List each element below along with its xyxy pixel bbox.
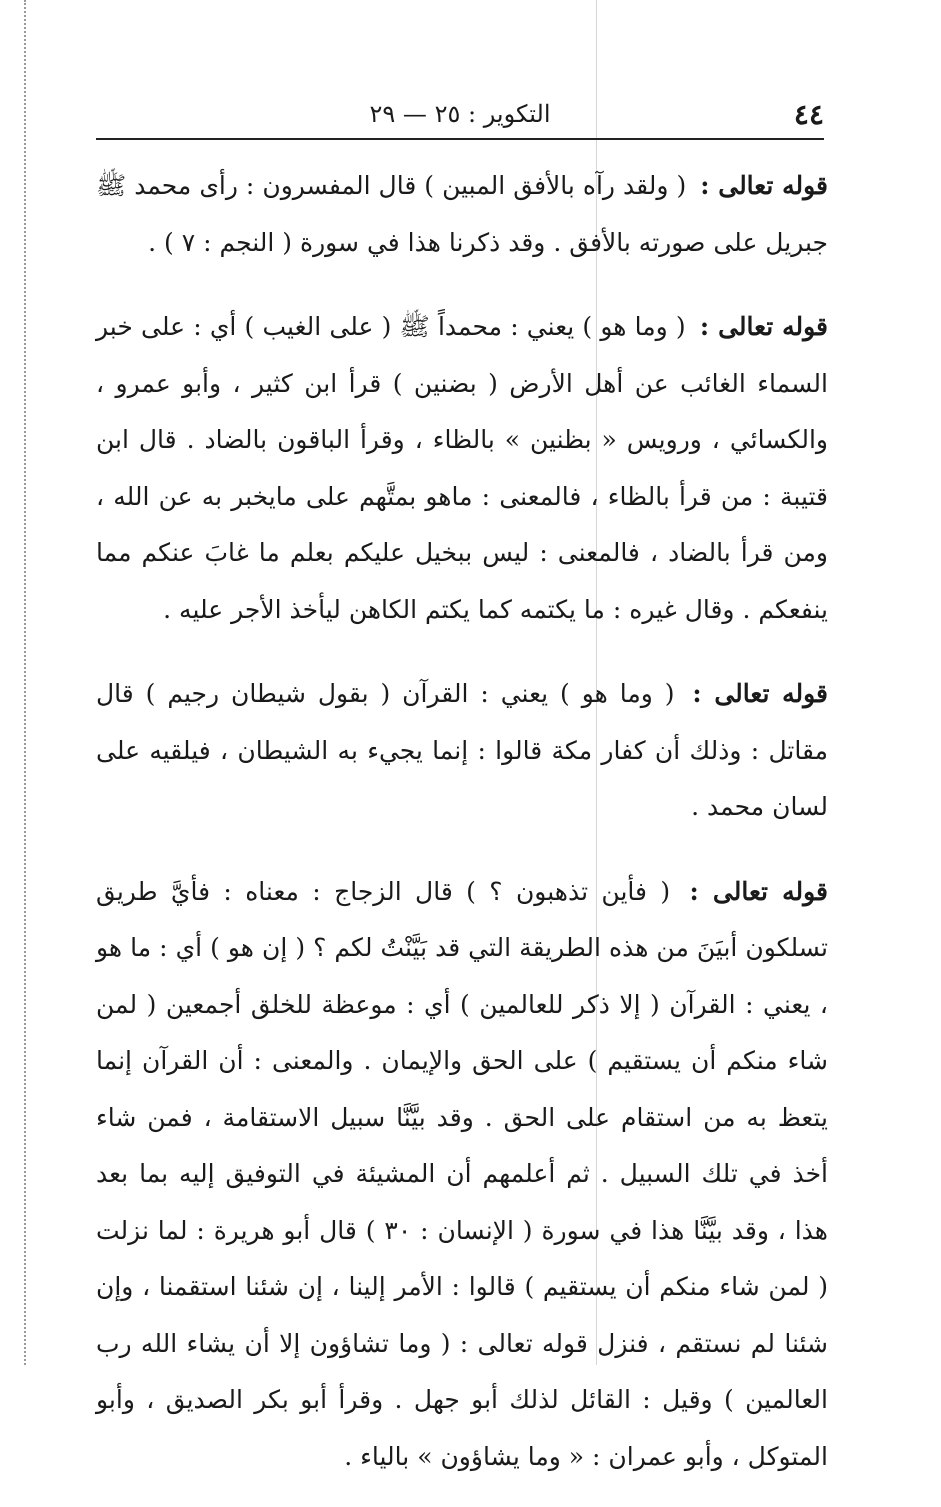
paragraph-lead: قوله تعالى : [699, 312, 828, 341]
running-head: التكوير : ٢٥ — ٢٩ [369, 100, 551, 128]
paragraph-lead: قوله تعالى : [689, 876, 828, 906]
paragraph-lead: قوله تعالى : [692, 679, 828, 708]
paragraph-text: ( ولقد رآه بالأفق المبين ) قال المفسرون : رأى محمد ﷺ جبريل على صورته بالأفق . وقد ذكرنا هذا في سورة ( النجم : ٧ ) . [96, 171, 828, 257]
scan-edge [24, 0, 26, 1365]
paragraph-3 [96, 666, 828, 836]
page-body [96, 158, 828, 1507]
page-number: ٤٤ [793, 98, 824, 131]
paragraph-1 [96, 158, 828, 271]
paragraph-text: ( وما هو ) يعني : محمداً ﷺ ( على الغيب ) أي : على خبر السماء الغائب عن أهل الأرض ( بضنين ) قرأ ابن كثير ، وأبو عمرو ، والكسائي ، ورويس « بظنين » بالظاء ، وقرأ الباقون بالضاد . قال ابن قتيبة : من قرأ بالظاء ، فالمعنى : ماهو بمتَّهم على مايخبر به عن الله ، ومن قرأ بالضاد ، فالمعنى : ليس ببخيل عليكم بعلم ما غابَ عنكم مما ينفعكم . وقال غيره : ما يكتمه كما يكتم الكاهن ليأخذ الأجر عليه . [96, 312, 828, 624]
paragraph-text: ( وما هو ) يعني : القرآن ( بقول شيطان رجيم ) قال مقاتل : وذلك أن كفار مكة قالوا : إنما يجيء به الشيطان ، فيلقيه على لسان محمد . [96, 679, 828, 821]
paragraph-4 [96, 864, 828, 1486]
paragraph-lead: قوله تعالى : [700, 171, 828, 200]
page-header [96, 98, 824, 140]
paragraph-2 [96, 299, 828, 638]
paragraph-text: ( فأين تذهبون ؟ ) قال الزجاج : معناه : فأيَّ طريق تسلكون أبيَنَ من هذه الطريقة التي قد بَيَّنْتُ لكم ؟ ( إن هو ) أي : ما هو ، يعني : القرآن ( إلا ذكر للعالمين ) أي : موعظة للخلق أجمعين ( لمن شاء منكم أن يستقيم ) على الحق والإيمان . والمعنى : أن القرآن إنما يتعظ به من استقام على الحق . وقد بيَّنَّا سبيل الاستقامة ، فمن شاء أخذ في تلك السبيل . ثم أعلمهم أن المشيئة في التوفيق إليه بما بعد هذا ، وقد بيَّنَّا هذا في سورة ( الإنسان : ٣٠ ) قال أبو هريرة : لما نزلت ( لمن شاء منكم أن يستقيم ) قالوا : الأمر إلينا ، إن شئنا استقمنا ، وإن شئنا لم نستقم ، فنزل قوله تعالى : ( وما تشاؤون إلا أن يشاء الله رب العالمين ) وقيل : القائل لذلك أبو جهل . وقرأ أبو بكر الصديق ، وأبو المتوكل ، وأبو عمران : « وما يشاؤون » بالياء . [96, 876, 828, 1471]
